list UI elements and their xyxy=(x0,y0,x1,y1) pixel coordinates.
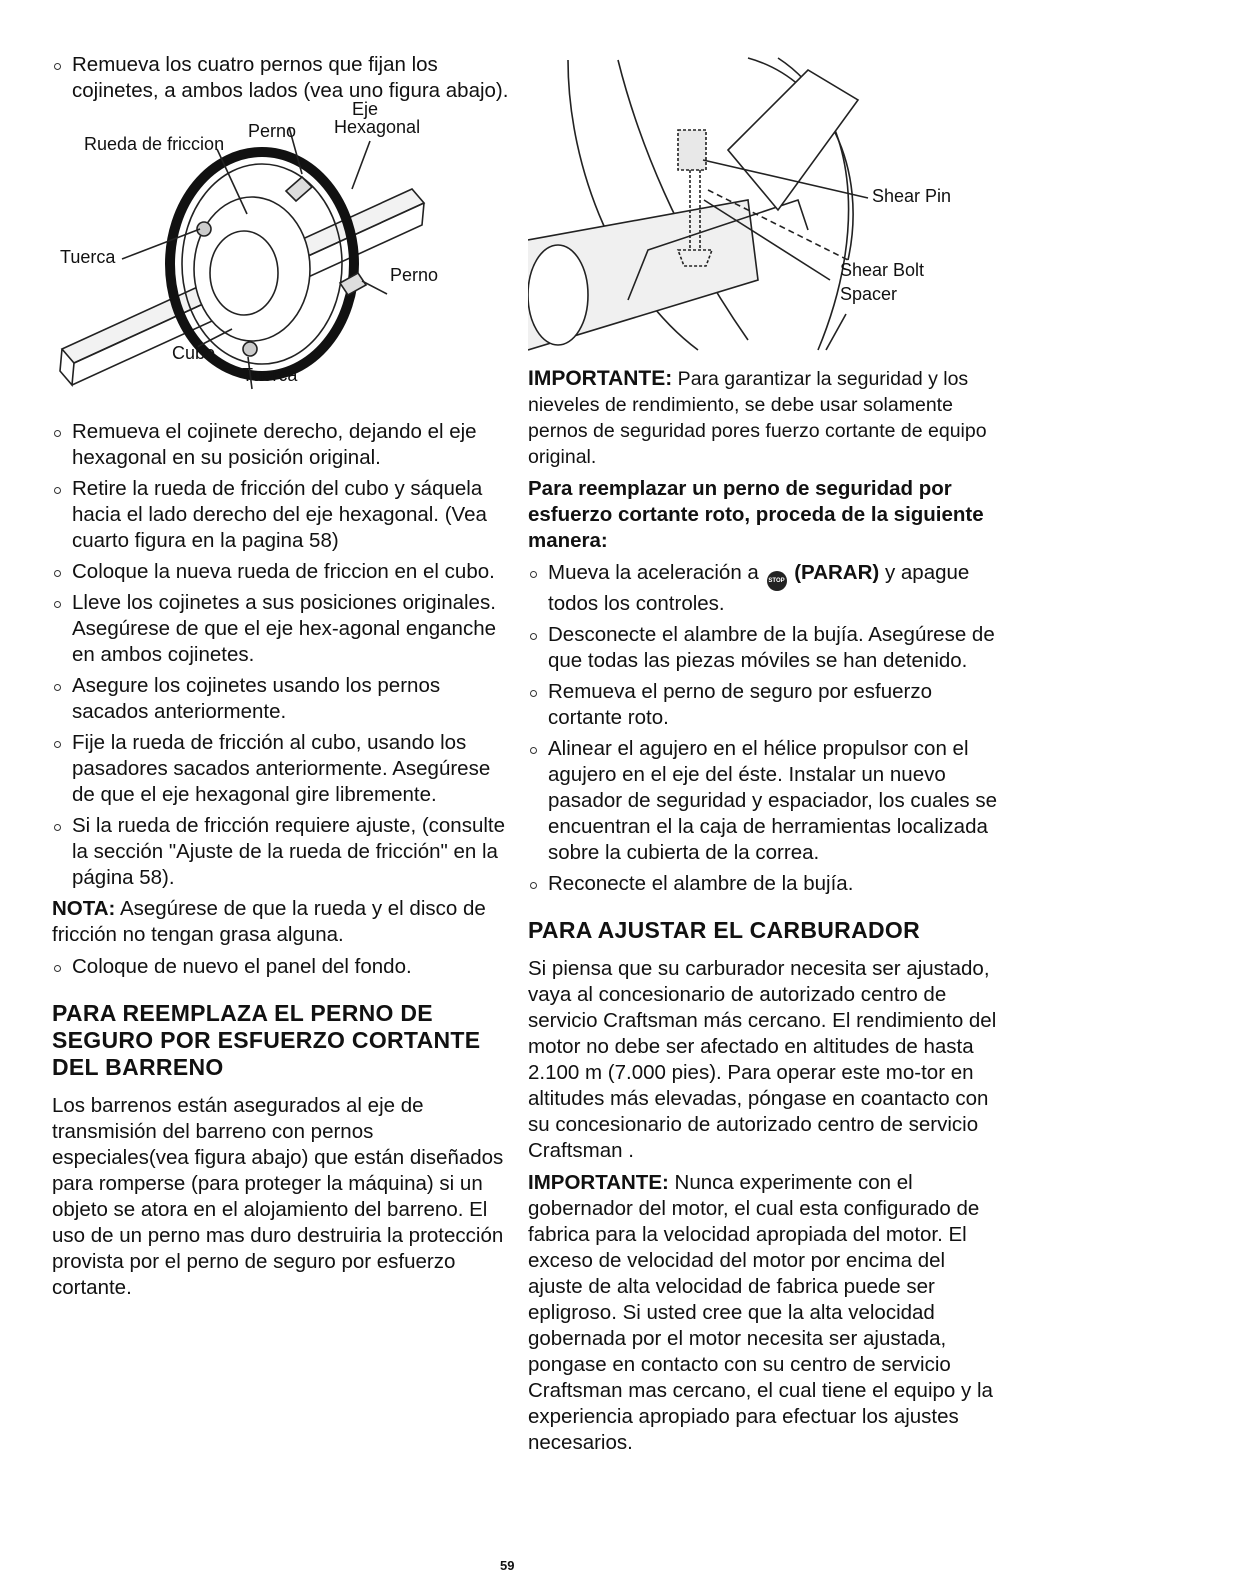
figure-label-tuerca-bottom: Tuerca xyxy=(242,365,298,385)
carburetor-body: Si piensa que su carburador necesita ser ajustado, vaya al concesionario de autorizado centro de servicio Craftsman más cercano. El rendimiento del motor no debe ser afectado en altitudes de hasta 2.100 m (7.000 pies). Para operar este mo-tor en altitudes más elevadas, póngase en coantacto con su concesionario de autorizado centro de servicio Craftsman . xyxy=(528,957,997,1162)
friction-wheel-figure xyxy=(52,99,472,409)
figure-label-tuerca-left: Tuerca xyxy=(60,247,116,267)
figure-label-perno-top: Perno xyxy=(248,121,297,141)
importante-2-paragraph xyxy=(528,1170,998,1456)
list-item: Asegure los cojinetes usando los pernos sacados anteriormente. xyxy=(52,673,510,725)
list-item: Si la rueda de fricción requiere ajuste, (consulte la sección "Ajuste de la rueda de fricción" en la página 58). xyxy=(52,813,510,891)
list-item: Coloque de nuevo el panel del fondo. xyxy=(52,954,510,980)
figure-label-spacer: Spacer xyxy=(840,284,898,304)
list-item: Remueva los cuatro pernos que fijan los cojinetes, a ambos lados (vea uno figura abajo). xyxy=(52,52,510,104)
importante-2-text: Nunca experimente con el gobernador del motor, el cual esta configurado de fabrica para la velocidad apropiada del motor. El exceso de velocidad del motor por encima del ajuste de alta velocidad de fabrica puede ser epligroso. Si usted cree que la alta velocidad gobernada por el motor necesita ser ajustada, pongase en contacto con su centro de servicio Craftsman mas cercano, el cual tiene el equipo y la experiencia apropiado para efectuar los ajustes necesarios. xyxy=(528,1171,993,1454)
bullet-list-mid xyxy=(52,419,510,891)
list-item: Lleve los cojinetes a sus posiciones originales. Asegúrese de que el eje hex-agonal enganche en ambos cojinetes. xyxy=(52,590,510,668)
left-column xyxy=(52,52,510,1307)
figure-label-eje: Eje xyxy=(352,99,379,119)
figure-label-cubo: Cubo xyxy=(172,343,216,363)
importante-1-paragraph xyxy=(528,366,998,470)
importante-1-text: Para garantizar la seguridad y los nieveles de rendimiento, se debe usar solamente pernos de seguridad pores fuerzo cortante de equipo original. xyxy=(528,368,987,468)
shear-pin-figure xyxy=(528,50,998,358)
nota-paragraph xyxy=(52,896,510,948)
step1-parar: (PARAR) xyxy=(794,561,880,584)
step1-text-a: Mueva la aceleración a xyxy=(548,561,765,584)
section-title-carburetor: PARA AJUSTAR EL CARBURADOR xyxy=(528,917,920,943)
figure-label-hexagonal: Hexagonal xyxy=(334,117,421,137)
figure-label-rueda: Rueda de friccion xyxy=(84,134,225,154)
importante-2-label: IMPORTANTE: xyxy=(528,1171,669,1194)
nota-label: NOTA: xyxy=(52,897,116,920)
right-column xyxy=(528,50,998,1462)
section-title-shear-bolt: PARA REEMPLAZA EL PERNO DE SEGURO POR ESFUERZO CORTANTE DEL BARRENO xyxy=(52,1000,481,1080)
list-item: Remueva el cojinete derecho, dejando el eje hexagonal en su posición original. xyxy=(52,419,510,471)
list-item: Reconecte el alambre de la bujía. xyxy=(528,871,998,897)
list-item: Fije la rueda de fricción al cubo, usando los pasadores sacados anteriormente. Asegúrese de que el eje hexagonal gire libremente. xyxy=(52,730,510,808)
list-item: Desconecte el alambre de la bujía. Asegúrese de que todas las piezas móviles se han detenido. xyxy=(528,622,998,674)
list-item xyxy=(528,560,998,617)
bullet-list-last xyxy=(52,954,510,980)
list-item: Retire la rueda de fricción del cubo y sáquela hacia el lado derecho del eje hexagonal. (Vea cuarto figura en la pagina 58) xyxy=(52,476,510,554)
importante-1-label: IMPORTANTE: xyxy=(528,367,673,390)
stop-icon: STOP xyxy=(767,571,787,591)
figure-label-shear-pin: Shear Pin xyxy=(872,186,952,206)
page-number: 59 xyxy=(500,1558,515,1573)
section-body-shear-bolt: Los barrenos están asegurados al eje de transmisión del barreno con pernos especiales(vea figura abajo) que están diseñados para romperse (para proteger la máquina) si un objeto se atora en el alojamiento del barreno. El uso de un perno mas duro destruiria la protección provista por el perno de seguro por esfuerzo cortante. xyxy=(52,1094,504,1299)
list-item: Alinear el agujero en el hélice propulsor con el agujero en el eje del éste. Instalar un nuevo pasador de seguridad y espaciador, los cuales se encuentran el la caja de herramientas localizada sobre la cubierta de la correa. xyxy=(528,736,998,866)
list-item: Remueva el perno de seguro por esfuerzo cortante roto. xyxy=(528,679,998,731)
figure-label-perno-right: Perno xyxy=(390,265,439,285)
figure-label-shear-bolt: Shear Bolt xyxy=(840,260,925,280)
replace-bolt-subheading: Para reemplazar un perno de seguridad por esfuerzo cortante roto, proceda de la siguiente manera: xyxy=(528,477,984,552)
step1-text-c: y apague todos los controles. xyxy=(548,561,970,615)
steps-list xyxy=(528,560,998,897)
list-item: Coloque la nueva rueda de friccion en el cubo. xyxy=(52,559,510,585)
nota-text: Asegúrese de que la rueda y el disco de fricción no tengan grasa alguna. xyxy=(52,897,486,946)
bullet-list-top xyxy=(52,52,510,104)
